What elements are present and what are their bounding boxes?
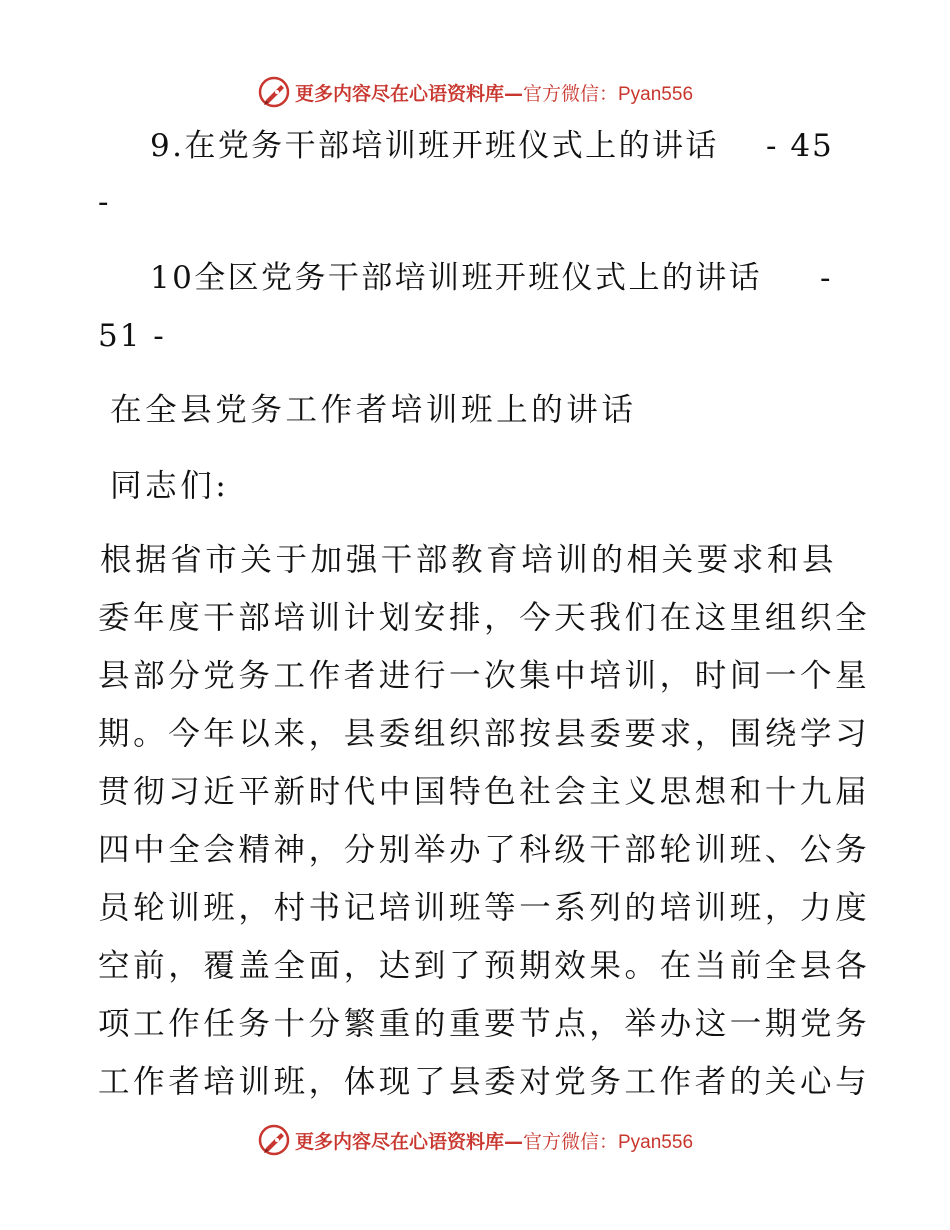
toc-item-page-continued: - bbox=[98, 184, 111, 220]
paragraph-line: 委年度干部培训计划安排，今天我们在这里组织全 bbox=[98, 600, 871, 636]
toc-item-title: 10全区党务干部培训班开班仪式上的讲话 bbox=[150, 260, 763, 296]
header-watermark bbox=[0, 72, 950, 112]
pen-logo-icon bbox=[257, 75, 291, 109]
speech-greeting: 同志们: bbox=[110, 468, 230, 504]
paragraph-line: 项工作任务十分繁重的重要节点，举办这一期党务 bbox=[98, 1006, 871, 1042]
paragraph-line: 县部分党务工作者进行一次集中培训，时间一个星 bbox=[98, 658, 871, 694]
toc-item-page-continued: 51 - bbox=[98, 318, 166, 354]
toc-item-page: - 45 bbox=[766, 128, 834, 164]
paragraph-line: 根据省市关于加强干部教育培训的相关要求和县 bbox=[100, 542, 838, 578]
footer-watermark bbox=[0, 1120, 950, 1160]
toc-item-title: 9.在党务干部培训班开班仪式上的讲话 bbox=[150, 128, 719, 164]
paragraph-line: 期。今年以来，县委组织部按县委要求，围绕学习 bbox=[98, 716, 871, 752]
watermark-site-text: 更多内容尽在心语资料库— bbox=[294, 1130, 523, 1153]
pen-logo-icon bbox=[257, 1123, 291, 1157]
watermark-account-text: 官方微信：Pyan556 bbox=[523, 1131, 694, 1153]
paragraph-line: 员轮训班，村书记培训班等一系列的培训班，力度 bbox=[98, 890, 871, 926]
speech-title: 在全县党务工作者培训班上的讲话 bbox=[110, 392, 637, 428]
paragraph-line: 四中全会精神，分别举办了科级干部轮训班、公务 bbox=[98, 832, 871, 868]
watermark-account-text: 官方微信：Pyan556 bbox=[523, 83, 694, 105]
paragraph-line: 工作者培训班，体现了县委对党务工作者的关心与 bbox=[98, 1064, 871, 1100]
paragraph-line: 空前，覆盖全面，达到了预期效果。在当前全县各 bbox=[98, 948, 871, 984]
paragraph-line: 贯彻习近平新时代中国特色社会主义思想和十九届 bbox=[98, 774, 871, 810]
toc-item-page: - bbox=[820, 260, 833, 296]
watermark-site-text: 更多内容尽在心语资料库— bbox=[294, 82, 523, 105]
